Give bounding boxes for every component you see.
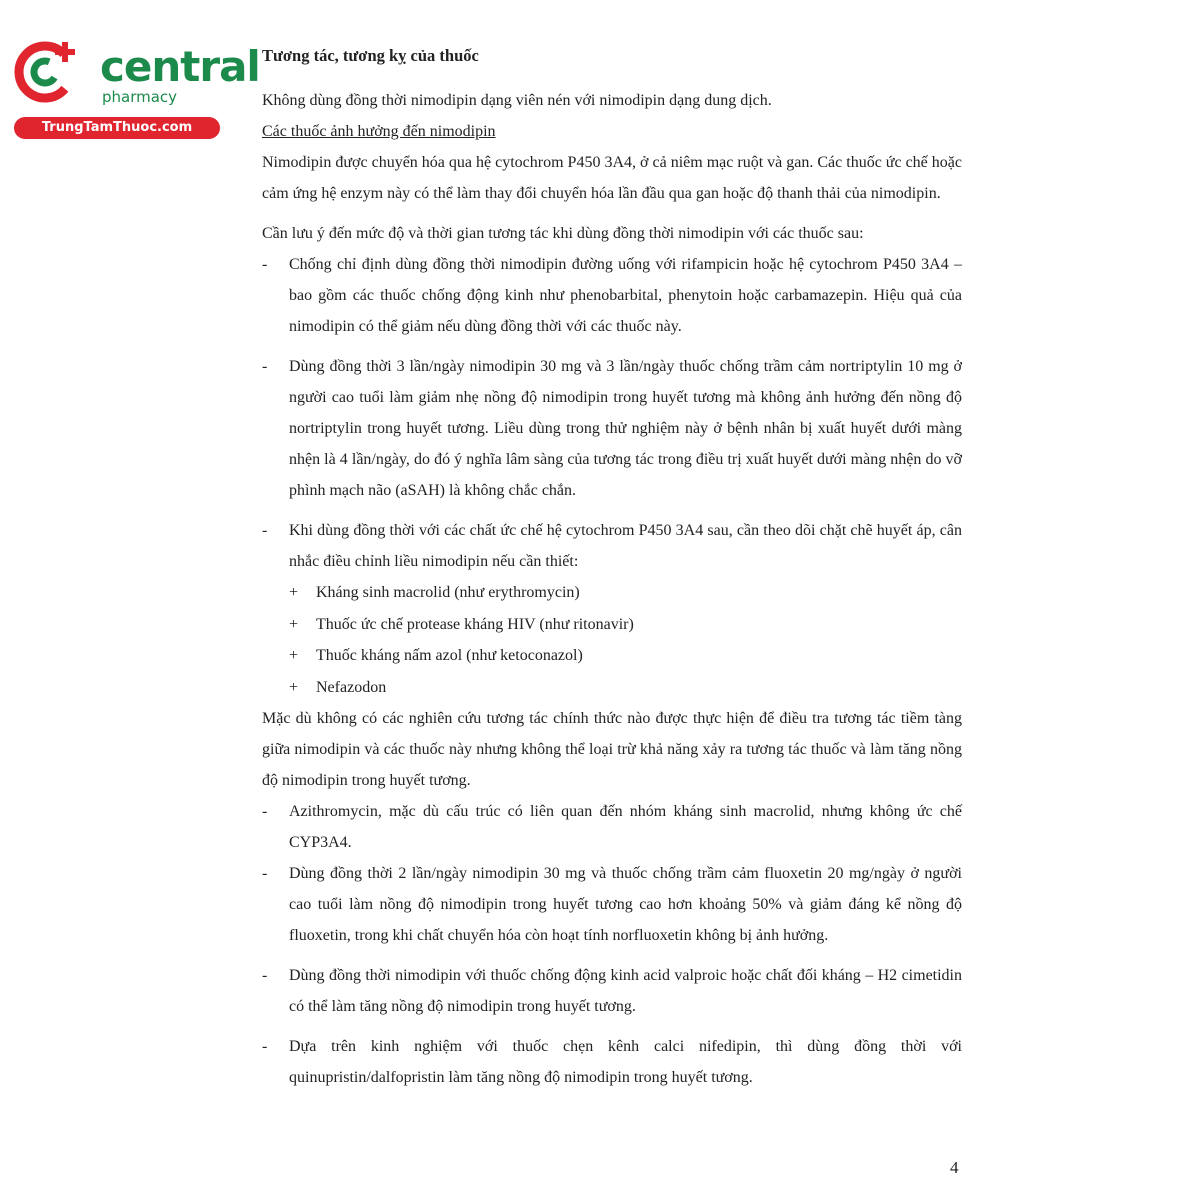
sublist-item-text: Nefazodon <box>316 678 387 696</box>
dash-marker: - <box>262 967 268 984</box>
sublist-item-text: Thuốc kháng nấm azol (như ketoconazol) <box>316 647 583 664</box>
interaction-list-1 <box>262 249 962 703</box>
sublist-item <box>289 672 962 704</box>
list-item-text: Dựa trên kinh nghiệm với thuốc chẹn kênh calci nifedipin, thì dùng đồng thời với quinupristin/dalfopristin làm tăng nồng độ nimodipin trong huyết tương. <box>289 1038 962 1086</box>
list-item <box>262 960 962 1022</box>
list-item-text: Chống chỉ định dùng đồng thời nimodipin đường uống với rifampicin hoặc hệ cytochrom P450 3A4 – bao gồm các thuốc chống động kinh như phenobarbital, phenytoin hoặc carbamazepin. Hiệu quả của nimodipin có thể giảm nếu dùng đồng thời với các thuốc này. <box>289 256 962 335</box>
logo-sub-text: pharmacy <box>102 88 178 106</box>
dash-marker: - <box>262 358 268 375</box>
list-item-text: Khi dùng đồng thời với các chất ức chế hệ cytochrom P450 3A4 sau, cần theo dõi chặt chẽ huyết áp, cân nhắc điều chỉnh liều nimodipin nếu cần thiết: <box>289 522 962 570</box>
page-number: 4 <box>950 1158 959 1177</box>
paragraph-no-studies: Mặc dù không có các nghiên cứu tương tác chính thức nào được thực hiện để điều tra tương tác tiềm tàng giữa nimodipin và các thuốc này nhưng không thể loại trừ khả năng xảy ra tương tác thuốc và làm tăng nồng độ nimodipin trong huyết tương. <box>262 710 962 789</box>
list-item <box>262 858 962 951</box>
logo-brand-text: central <box>100 42 260 91</box>
dash-marker: - <box>262 522 268 539</box>
document-page <box>262 44 962 1102</box>
dash-marker: - <box>262 803 268 820</box>
list-item-text: Dùng đồng thời nimodipin với thuốc chống động kinh acid valproic hoặc chất đối kháng – H2 cimetidin có thể làm tăng nồng độ nimodipin trong huyết tương. <box>289 967 962 1015</box>
dash-marker: - <box>262 865 268 882</box>
logo-site-url: TrungTamThuoc.com <box>14 117 220 139</box>
list-item-text: Azithromycin, mặc dù cấu trúc có liên quan đến nhóm kháng sinh macrolid, nhưng không ức chế CYP3A4. <box>289 803 962 851</box>
sublist-item-text: Kháng sinh macrolid (như erythromycin) <box>316 584 580 601</box>
subheading: Các thuốc ảnh hưởng đến nimodipin <box>262 123 496 140</box>
plus-marker: + <box>289 678 299 696</box>
interaction-list-2 <box>262 796 962 1093</box>
list-item <box>262 351 962 506</box>
plus-marker: + <box>289 647 299 664</box>
central-pharmacy-logo <box>12 38 260 138</box>
sublist-item <box>289 609 962 641</box>
pharmacy-cross-icon <box>12 38 102 118</box>
sublist-item-text: Thuốc ức chế protease kháng HIV (như ritonavir) <box>316 615 634 633</box>
sublist-item <box>289 577 962 609</box>
paragraph-metabolism: Nimodipin được chuyển hóa qua hệ cytochrom P450 3A4, ở cả niêm mạc ruột và gan. Các thuốc ức chế hoặc cảm ứng hệ enzym này có thể làm thay đổi chuyển hóa lần đầu qua gan hoặc độ thanh thải của nimodipin. <box>262 154 962 202</box>
paragraph-caution: Cần lưu ý đến mức độ và thời gian tương tác khi dùng đồng thời nimodipin với các thuốc sau: <box>262 225 864 242</box>
section-title: Tương tác, tương kỵ của thuốc <box>262 46 479 65</box>
list-item-text: Dùng đồng thời 3 lần/ngày nimodipin 30 mg và 3 lần/ngày thuốc chống trầm cảm nortriptylin 10 mg ở người cao tuổi làm giảm nhẹ nồng độ nimodipin trong huyết tương mà không ảnh hưởng đến nồng độ nortriptylin trong huyết tương. Liều dùng trong thử nghiệm này ở bệnh nhân bị xuất huyết dưới màng nhện là 4 lần/ngày, do đó ý nghĩa lâm sàng của tương tác trong điều trị xuất huyết dưới màng nhện do vỡ phình mạch não (aSAH) là không chắc chắn. <box>289 358 962 499</box>
list-item <box>262 515 962 703</box>
list-item-text: Dùng đồng thời 2 lần/ngày nimodipin 30 mg và thuốc chống trầm cảm fluoxetin 20 mg/ngày ở người cao tuổi làm nồng độ nimodipin trong huyết tương cao hơn khoảng 50% và giảm đáng kể nồng độ fluoxetin, trong khi chất chuyển hóa còn hoạt tính norfluoxetin không bị ảnh hưởng. <box>289 865 962 944</box>
dash-marker: - <box>262 256 268 273</box>
plus-marker: + <box>289 615 299 633</box>
plus-marker: + <box>289 584 299 601</box>
inhibitor-sublist <box>289 577 962 703</box>
list-item <box>262 796 962 858</box>
sublist-item <box>289 640 962 672</box>
list-item <box>262 249 962 342</box>
intro-paragraph: Không dùng đồng thời nimodipin dạng viên nén với nimodipin dạng dung dịch. <box>262 92 772 109</box>
dash-marker: - <box>262 1038 268 1055</box>
list-item <box>262 1031 962 1093</box>
